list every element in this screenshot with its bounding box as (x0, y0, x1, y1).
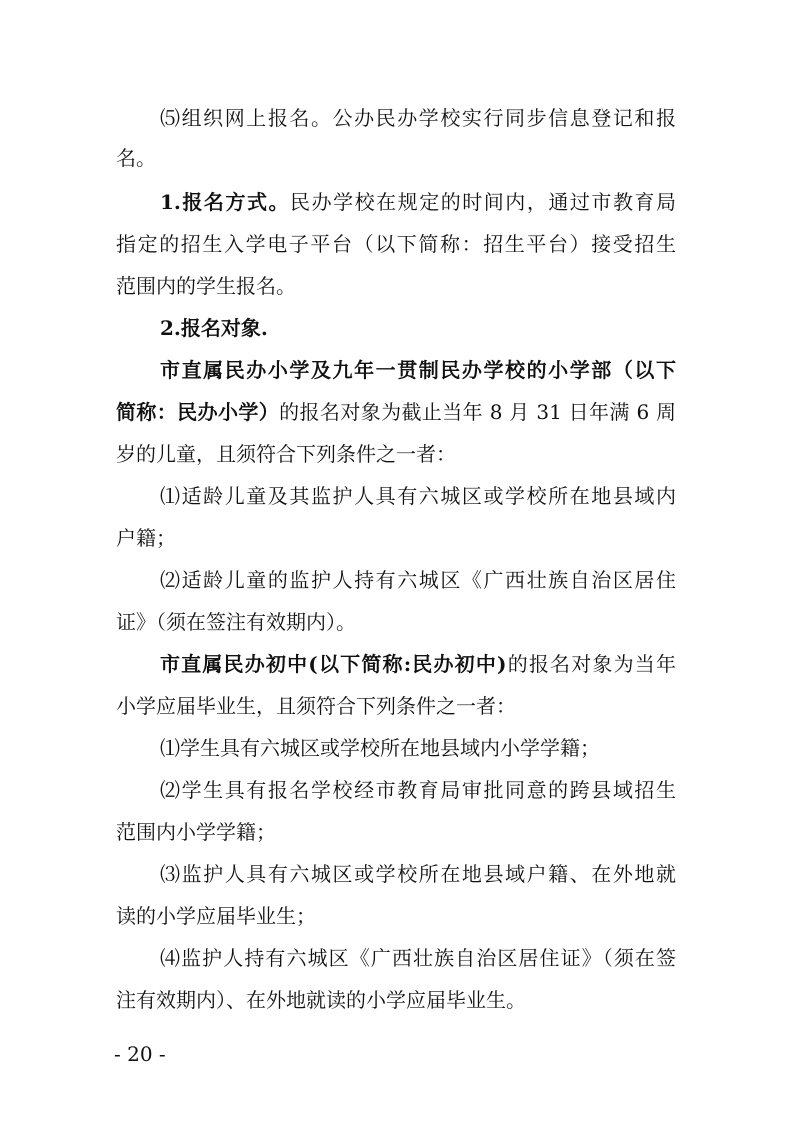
paragraph-line (160, 188, 676, 216)
paragraph-line: ⑴适龄儿童及其监护人具有六城区或学校所在地县域内 (160, 484, 676, 508)
paragraph-line (160, 650, 676, 678)
paragraph-line: 指定的招生入学电子平台（以下简称：招生平台）接受招生 (116, 232, 676, 256)
section-heading: 2.报名对象. (160, 316, 268, 340)
paragraph-line: ⑵适龄儿童的监护人持有六城区《广西壮族自治区居住 (160, 568, 676, 592)
paragraph-line: 证》（须在签注有效期内）。 (116, 610, 356, 634)
paragraph-text: 的报名对象为当年 (506, 652, 676, 676)
paragraph-line: 名。 (116, 146, 156, 170)
paragraph-line: 户籍； (116, 526, 176, 550)
bold-term: 简称：民办小学） (116, 400, 280, 424)
paragraph-text: 的报名对象为截止当年 8 月 31 日年满 6 周 (279, 400, 676, 424)
paragraph-line: 注有效期内）、在外地就读的小学应届毕业生。 (116, 988, 526, 1012)
paragraph-line: 范围内的学生报名。 (116, 274, 296, 298)
page-number: - 20 - (114, 1042, 166, 1066)
paragraph-line: ⑶监护人具有六城区或学校所在地县域户籍、在外地就 (160, 862, 676, 886)
paragraph-line: ⑵学生具有报名学校经市教育局审批同意的跨县域招生 (160, 778, 676, 802)
paragraph-text: 民办学校在规定的时间内，通过市教育局 (290, 190, 676, 214)
paragraph-line (116, 398, 676, 426)
paragraph-line: ⑸组织网上报名。公办民办学校实行同步信息登记和报 (160, 106, 676, 130)
bold-term: 市直属民办初中(以下简称:民办初中) (160, 652, 507, 676)
paragraph-line: 范围内小学学籍； (116, 820, 276, 844)
section-heading: 1.报名方式。 (160, 190, 291, 214)
paragraph-line: 市直属民办小学及九年一贯制民办学校的小学部（以下 (160, 358, 676, 382)
paragraph-line: 小学应届毕业生，且须符合下列条件之一者： (116, 694, 516, 718)
paragraph-line: ⑷监护人持有六城区《广西壮族自治区居住证》（须在签 (160, 946, 676, 970)
paragraph-line: 岁的儿童，且须符合下列条件之一者： (116, 442, 456, 466)
paragraph-line: 读的小学应届毕业生； (116, 904, 316, 928)
paragraph-line: ⑴学生具有六城区或学校所在地县域内小学学籍； (160, 736, 600, 760)
